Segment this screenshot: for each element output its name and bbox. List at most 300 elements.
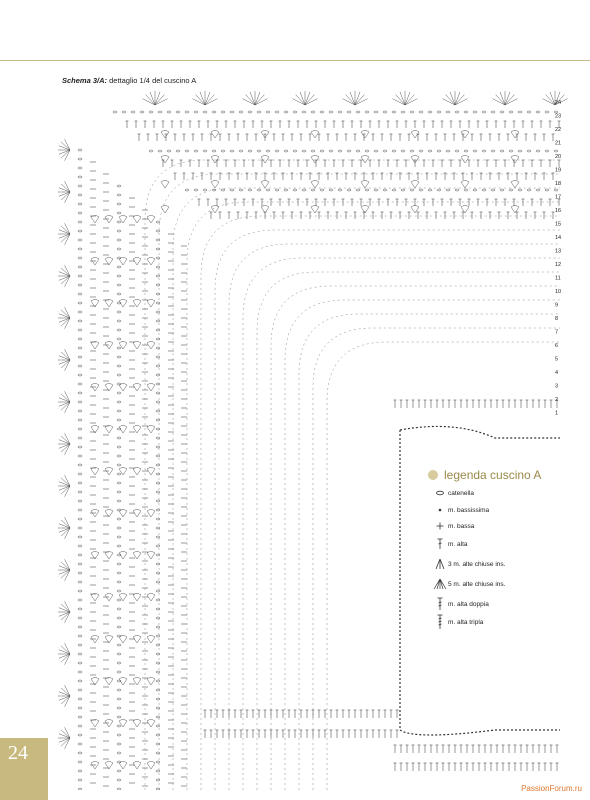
chain-mark [78,392,82,394]
fan-mark [61,444,70,452]
chain-mark [78,446,82,448]
chain-mark [78,212,82,214]
chain-mark [275,189,279,191]
chain-mark [78,275,82,277]
motif-mark [133,384,141,392]
chain-mark [428,150,432,152]
chain-mark [117,230,121,232]
chain-mark [248,111,252,113]
motif-mark [311,131,319,139]
chain-mark [156,338,160,340]
chain-mark [338,111,342,113]
motif-mark [147,426,155,434]
chain-mark [156,266,160,268]
chain-mark [338,150,342,152]
chain-mark [392,111,396,113]
chain-mark [117,662,121,664]
chain-mark [383,150,387,152]
chain-mark [320,189,324,191]
chain-mark [140,111,144,113]
chain-mark [311,111,315,113]
motif-mark [133,258,141,266]
caption-text: dettaglio 1/4 del cuscino A [107,76,197,85]
legend [428,468,578,629]
diagram-caption [62,76,196,85]
fan-mark [61,276,70,284]
chain-mark [78,338,82,340]
chain-mark [455,150,459,152]
motif-mark [147,762,155,770]
chain-mark [284,189,288,191]
legend-item-label: m. bassa [448,522,475,530]
motif-mark [133,762,141,770]
chain-mark [117,275,121,277]
watermark: PassionForum.ru [521,784,582,793]
fan-mark [355,95,364,105]
fan-mark [61,192,70,200]
chain-mark [482,111,486,113]
chain-mark [491,111,495,113]
chain-mark [536,150,540,152]
chain-mark [78,527,82,529]
legend-item [432,557,578,571]
chain-mark [117,437,121,439]
fan-mark [61,730,70,738]
chain-mark [212,111,216,113]
chain-mark [374,111,378,113]
chain-mark [176,150,180,152]
cluster-5-icon [432,577,448,591]
chain-mark [239,150,243,152]
motif-mark [147,636,155,644]
motif-mark [133,510,141,518]
chain-mark [293,189,297,191]
chain-mark [117,464,121,466]
chain-mark [293,150,297,152]
chain-mark [78,221,82,223]
chain-mark [230,111,234,113]
legend-item [432,503,578,517]
chain-mark [117,365,121,367]
chain-mark [117,545,121,547]
chain-mark [78,770,82,772]
row-number: 9 [555,302,559,309]
chain-mark [156,590,160,592]
chain-mark [156,374,160,376]
chain-mark [78,257,82,259]
chain-mark [500,111,504,113]
chain-mark [117,473,121,475]
chain-mark [156,356,160,358]
chain-mark [156,689,160,691]
chain-mark [347,189,351,191]
chain-mark [149,111,153,113]
chain-mark [78,752,82,754]
chain-mark [365,189,369,191]
chain-mark [329,111,333,113]
chain-mark [203,111,207,113]
chain-mark [78,311,82,313]
chain-mark [401,189,405,191]
chain-mark [156,779,160,781]
motif-mark [147,258,155,266]
chain-mark [156,644,160,646]
chain-mark [473,150,477,152]
chain-mark [78,329,82,331]
fan-mark [346,95,355,105]
chain-mark [428,189,432,191]
fan-mark [446,95,455,105]
chain-mark [78,671,82,673]
motif-mark [147,216,155,224]
chain-mark [156,302,160,304]
chain-mark [117,779,121,781]
chain-mark [117,248,121,250]
legend-item [432,519,578,533]
chain-mark [446,150,450,152]
fan-mark [61,654,70,662]
chain-mark [78,419,82,421]
fan-mark [205,95,214,105]
chain-mark [518,189,522,191]
chain-mark [117,536,121,538]
chain-mark [78,563,82,565]
legend-title-row [428,468,578,482]
chain-mark [176,111,180,113]
fan-mark [255,95,264,105]
chain-mark [156,770,160,772]
motif-mark [119,300,127,308]
chain-mark [500,150,504,152]
chain-mark [156,419,160,421]
chain-mark [156,671,160,673]
chain-mark [302,150,306,152]
chain-mark [482,150,486,152]
chain-mark [78,743,82,745]
chain-mark [117,293,121,295]
chain-mark [78,158,82,160]
chain-mark [383,189,387,191]
fan-mark [61,360,70,368]
chain-mark [78,608,82,610]
chain-mark [491,150,495,152]
chain-mark [248,150,252,152]
chain-mark [117,419,121,421]
chain-mark [78,491,82,493]
chain-mark [78,617,82,619]
chain-mark [464,189,468,191]
chain-mark [117,716,121,718]
chain-mark [156,599,160,601]
row-number: 3 [555,383,559,390]
motif-mark [411,181,419,189]
fan-mark [61,688,70,696]
row-number: 23 [555,113,562,120]
chain-mark [392,189,396,191]
chain-mark [156,410,160,412]
motif-mark [133,468,141,476]
chain-mark [167,150,171,152]
fan-mark [305,95,314,105]
chain-mark [156,365,160,367]
chain-mark [117,338,121,340]
chain-mark [78,509,82,511]
chain-mark [473,189,477,191]
legend-item-label: m. alta [448,540,468,548]
motif-mark [511,131,519,139]
fan-mark [61,268,70,276]
fan-mark [61,436,70,444]
row-number: 24 [555,100,562,106]
chain-mark [392,150,396,152]
chain-mark [78,230,82,232]
chain-mark [78,149,82,151]
chain-mark [203,189,207,191]
chain-mark [167,111,171,113]
chain-mark [78,779,82,781]
chain-mark [117,185,121,187]
row-number: 11 [555,275,561,282]
chain-mark [156,491,160,493]
chain-mark [156,734,160,736]
chain-mark [117,725,121,727]
chain-mark [527,150,531,152]
fan-mark [61,402,70,410]
motif-mark [147,468,155,476]
motif-mark [147,510,155,518]
chain-mark [78,644,82,646]
chain-mark [117,689,121,691]
chain-mark [536,111,540,113]
legend-item [432,577,578,591]
caption-bold: Schema 3/A: [62,76,108,85]
fan-mark [61,352,70,360]
chain-mark [374,150,378,152]
legend-item-label: m. alta doppia [448,600,489,608]
motif-mark [91,594,99,602]
chain-mark [117,266,121,268]
fan-mark [61,570,70,578]
chain-mark [156,239,160,241]
chain-mark [78,581,82,583]
chain-mark [156,311,160,313]
chain-mark [149,150,153,152]
chain-mark [117,329,121,331]
legend-item-label: catenella [448,489,475,497]
chain-mark [329,150,333,152]
chain-mark [117,221,121,223]
chain-mark [410,150,414,152]
chain-mark [455,111,459,113]
row-number: 22 [555,127,562,133]
motif-mark [211,181,219,189]
motif-mark [91,720,99,728]
motif-mark [133,636,141,644]
chain-mark [338,189,342,191]
chain-mark [117,455,121,457]
chain-mark [293,111,297,113]
chain-mark [230,150,234,152]
chain-mark [117,770,121,772]
chain-mark [156,788,160,790]
row-number: 2 [555,397,559,403]
chain-mark [117,734,121,736]
chain-mark [156,455,160,457]
chain-mark [78,293,82,295]
chain-mark [117,356,121,358]
chain-mark [257,189,261,191]
motif-mark [161,156,169,164]
chain-mark [410,189,414,191]
motif-mark [261,181,269,189]
chain-mark [257,111,261,113]
chain-mark [117,203,121,205]
motif-mark [119,216,127,224]
fan-mark [61,562,70,570]
chain-mark [156,284,160,286]
fan-mark [246,95,255,105]
row-number: 12 [555,262,562,268]
chain-mark [156,527,160,529]
chain-mark [117,392,121,394]
fan-mark [455,95,464,105]
chain-mark [365,111,369,113]
chain-mark [428,111,432,113]
chain-mark [518,150,522,152]
chain-mark [509,189,513,191]
chain-mark [509,150,513,152]
legend-item [432,597,578,611]
motif-mark [161,181,169,189]
chain-mark [78,518,82,520]
chain-mark [156,536,160,538]
chain-mark [356,111,360,113]
chain-mark [545,111,549,113]
chain-mark [156,275,160,277]
chain-mark [78,707,82,709]
chain-mark [464,111,468,113]
row-number: 21 [555,140,562,147]
row-number: 8 [555,316,559,322]
chain-mark [401,150,405,152]
fan-mark [61,226,70,234]
motif-mark [119,594,127,602]
motif-mark [133,342,141,350]
plus-icon [432,519,448,533]
chain-mark [78,500,82,502]
chain-mark [156,743,160,745]
chain-mark [455,189,459,191]
chain-mark [117,401,121,403]
motif-mark [119,720,127,728]
chain-mark [156,554,160,556]
chain-mark [117,698,121,700]
chain-mark [383,111,387,113]
motif-mark [461,181,469,189]
chain-mark [78,482,82,484]
chain-mark [320,150,324,152]
legend-item [432,615,578,629]
chain-mark [194,111,198,113]
chain-mark [473,111,477,113]
chain-mark [78,401,82,403]
chain-mark [78,788,82,790]
chain-mark [156,509,160,511]
chain-mark [156,347,160,349]
row-number: 20 [555,154,562,160]
page-number: 24 [8,742,28,764]
chain-mark [158,150,162,152]
motif-mark [211,131,219,139]
motif-mark [105,678,113,686]
chain-mark [320,111,324,113]
motif-mark [147,594,155,602]
chain-mark [117,518,121,520]
fan-mark [61,604,70,612]
chain-mark [156,725,160,727]
chain-mark [78,383,82,385]
top-rule [0,60,590,61]
chain-mark [117,599,121,601]
chain-mark [284,150,288,152]
fan-mark [61,318,70,326]
chain-mark [482,189,486,191]
chain-mark [284,111,288,113]
chain-mark [78,167,82,169]
chain-mark [156,428,160,430]
motif-mark [311,156,319,164]
chain-mark [509,111,513,113]
chain-mark [302,111,306,113]
row-number: 6 [555,343,559,349]
chain-mark [156,248,160,250]
chain-mark [78,761,82,763]
chain-mark [156,221,160,223]
chain-mark [117,590,121,592]
motif-mark [133,720,141,728]
chain-mark [78,176,82,178]
chain-mark [117,752,121,754]
chain-mark [78,653,82,655]
fan-mark [546,95,555,105]
legend-bullet-icon [428,470,438,480]
legend-title: legenda cuscino A [444,468,542,482]
chain-mark [78,536,82,538]
chain-mark [78,203,82,205]
chain-mark [266,189,270,191]
chain-mark [117,653,121,655]
row-number: 15 [555,221,562,228]
chain-mark [117,482,121,484]
chain-mark [78,428,82,430]
chain-mark [185,150,189,152]
chain-mark [437,111,441,113]
row-number: 14 [555,235,562,241]
chain-mark [221,111,225,113]
motif-mark [361,156,369,164]
legend-item-label: 3 m. alte chiuse ins. [448,560,506,568]
chain-mark [221,189,225,191]
fan-mark [496,95,505,105]
fan-mark [61,142,70,150]
motif-mark [119,426,127,434]
chain-mark [78,410,82,412]
chain-mark [446,111,450,113]
chain-mark [554,150,558,152]
chain-mark [239,189,243,191]
chain-mark [156,437,160,439]
chain-mark [156,608,160,610]
